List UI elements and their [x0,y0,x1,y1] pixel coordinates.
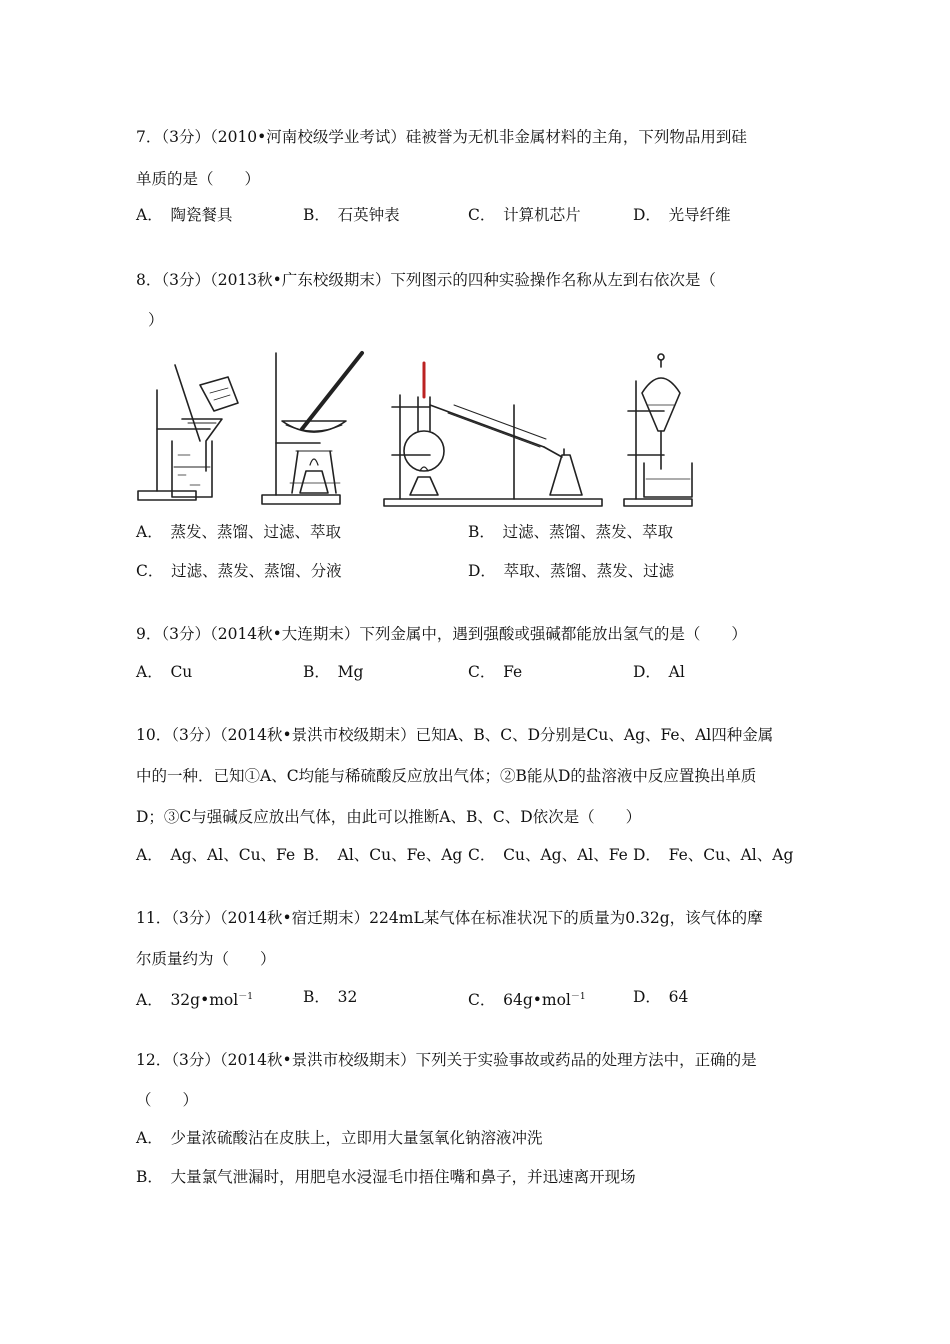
q9-option-d[interactable]: D． Al [633,663,685,681]
q7-option-b[interactable]: B． 石英钟表 [303,206,400,224]
q10-option-b[interactable]: B． Al、Cu、Fe、Ag [303,846,463,864]
q10-stem-line3: D；③C与强碱反应放出气体，由此可以推断A、B、C、D依次是（ ） [136,808,642,826]
q12-option-b[interactable]: B． 大量氯气泄漏时，用肥皂水浸湿毛巾捂住嘴和鼻子，并迅速离开现场 [136,1168,636,1186]
q11-option-c-text: C． 64g•mol [468,991,571,1009]
filtration-apparatus-icon [138,365,238,500]
q12-option-a[interactable]: A． 少量浓硫酸沾在皮肤上，立即用大量氢氧化钠溶液冲洗 [136,1129,543,1147]
evaporation-apparatus-icon [262,353,362,504]
q8-option-d[interactable]: D． 萃取、蒸馏、蒸发、过滤 [468,562,675,580]
q8-option-b[interactable]: B． 过滤、蒸馏、蒸发、萃取 [468,523,674,541]
q9-stem-line1: 9．（3分）（2014秋•大连期末）下列金属中，遇到强酸或强碱都能放出氢气的是（ ） [136,625,747,643]
q8-stem-line1: 8．（3分）（2013秋•广东校级期末）下列图示的四种实验操作名称从左到右依次是（ [136,271,716,289]
q10-option-d[interactable]: D． Fe、Cu、Al、Ag [633,846,794,864]
q7-stem-line2: 单质的是（ ） [136,170,261,188]
q9-option-b[interactable]: B． Mg [303,663,364,681]
q8-option-a[interactable]: A． 蒸发、蒸馏、过滤、萃取 [136,523,341,541]
distillation-apparatus-icon [384,363,602,506]
q12-stem-line1: 12．（3分）（2014秋•景洪市校级期末）下列关于实验事故或药品的处理方法中，正确的是 [136,1051,757,1069]
q11-option-a-exponent: －1 [238,992,253,1002]
q11-stem-line2: 尔质量约为（ ） [136,950,276,968]
q7-stem-line1: 7．（3分）（2010•河南校级学业考试）硅被誉为无机非金属材料的主角，下列物品用到硅 [136,128,747,146]
q11-stem-line1: 11．（3分）（2014秋•宿迁期末）224mL某气体在标准状况下的质量为0.32g，该气体的摩 [136,909,763,927]
q7-option-d[interactable]: D． 光导纤维 [633,206,731,224]
q10-stem-line1: 10．（3分）（2014秋•景洪市校级期末）已知A、B、C、D分别是Cu、Ag、Fe、Al四种金属 [136,726,774,744]
q11-option-a[interactable] [136,987,253,1010]
q9-option-a[interactable]: A． Cu [136,663,193,681]
q11-option-a-text: A． 32g•mol [136,991,239,1009]
q11-option-d[interactable]: D． 64 [633,988,689,1006]
q8-stem-line2: ） [148,311,164,329]
q11-option-b[interactable]: B． 32 [303,988,358,1006]
q10-option-c[interactable]: C． Cu、Ag、Al、Fe [468,846,628,864]
q11-option-c-exponent: －1 [570,992,586,1002]
q11-option-c[interactable] [468,987,586,1010]
separatory-funnel-apparatus-icon [624,354,692,506]
q12-stem-line2: （ ） [136,1091,199,1109]
q8-option-c[interactable]: C． 过滤、蒸发、蒸馏、分液 [136,562,342,580]
q10-stem-line2: 中的一种．已知①A、C均能与稀硫酸反应放出气体；②B能从D的盐溶液中反应置换出单质 [136,767,757,785]
lab-apparatus-figure [130,345,710,513]
q7-option-c[interactable]: C． 计算机芯片 [468,206,581,224]
q7-option-a[interactable]: A． 陶瓷餐具 [136,206,233,224]
q10-option-a[interactable]: A． Ag、Al、Cu、Fe [136,846,296,864]
q9-option-c[interactable]: C． Fe [468,663,523,681]
